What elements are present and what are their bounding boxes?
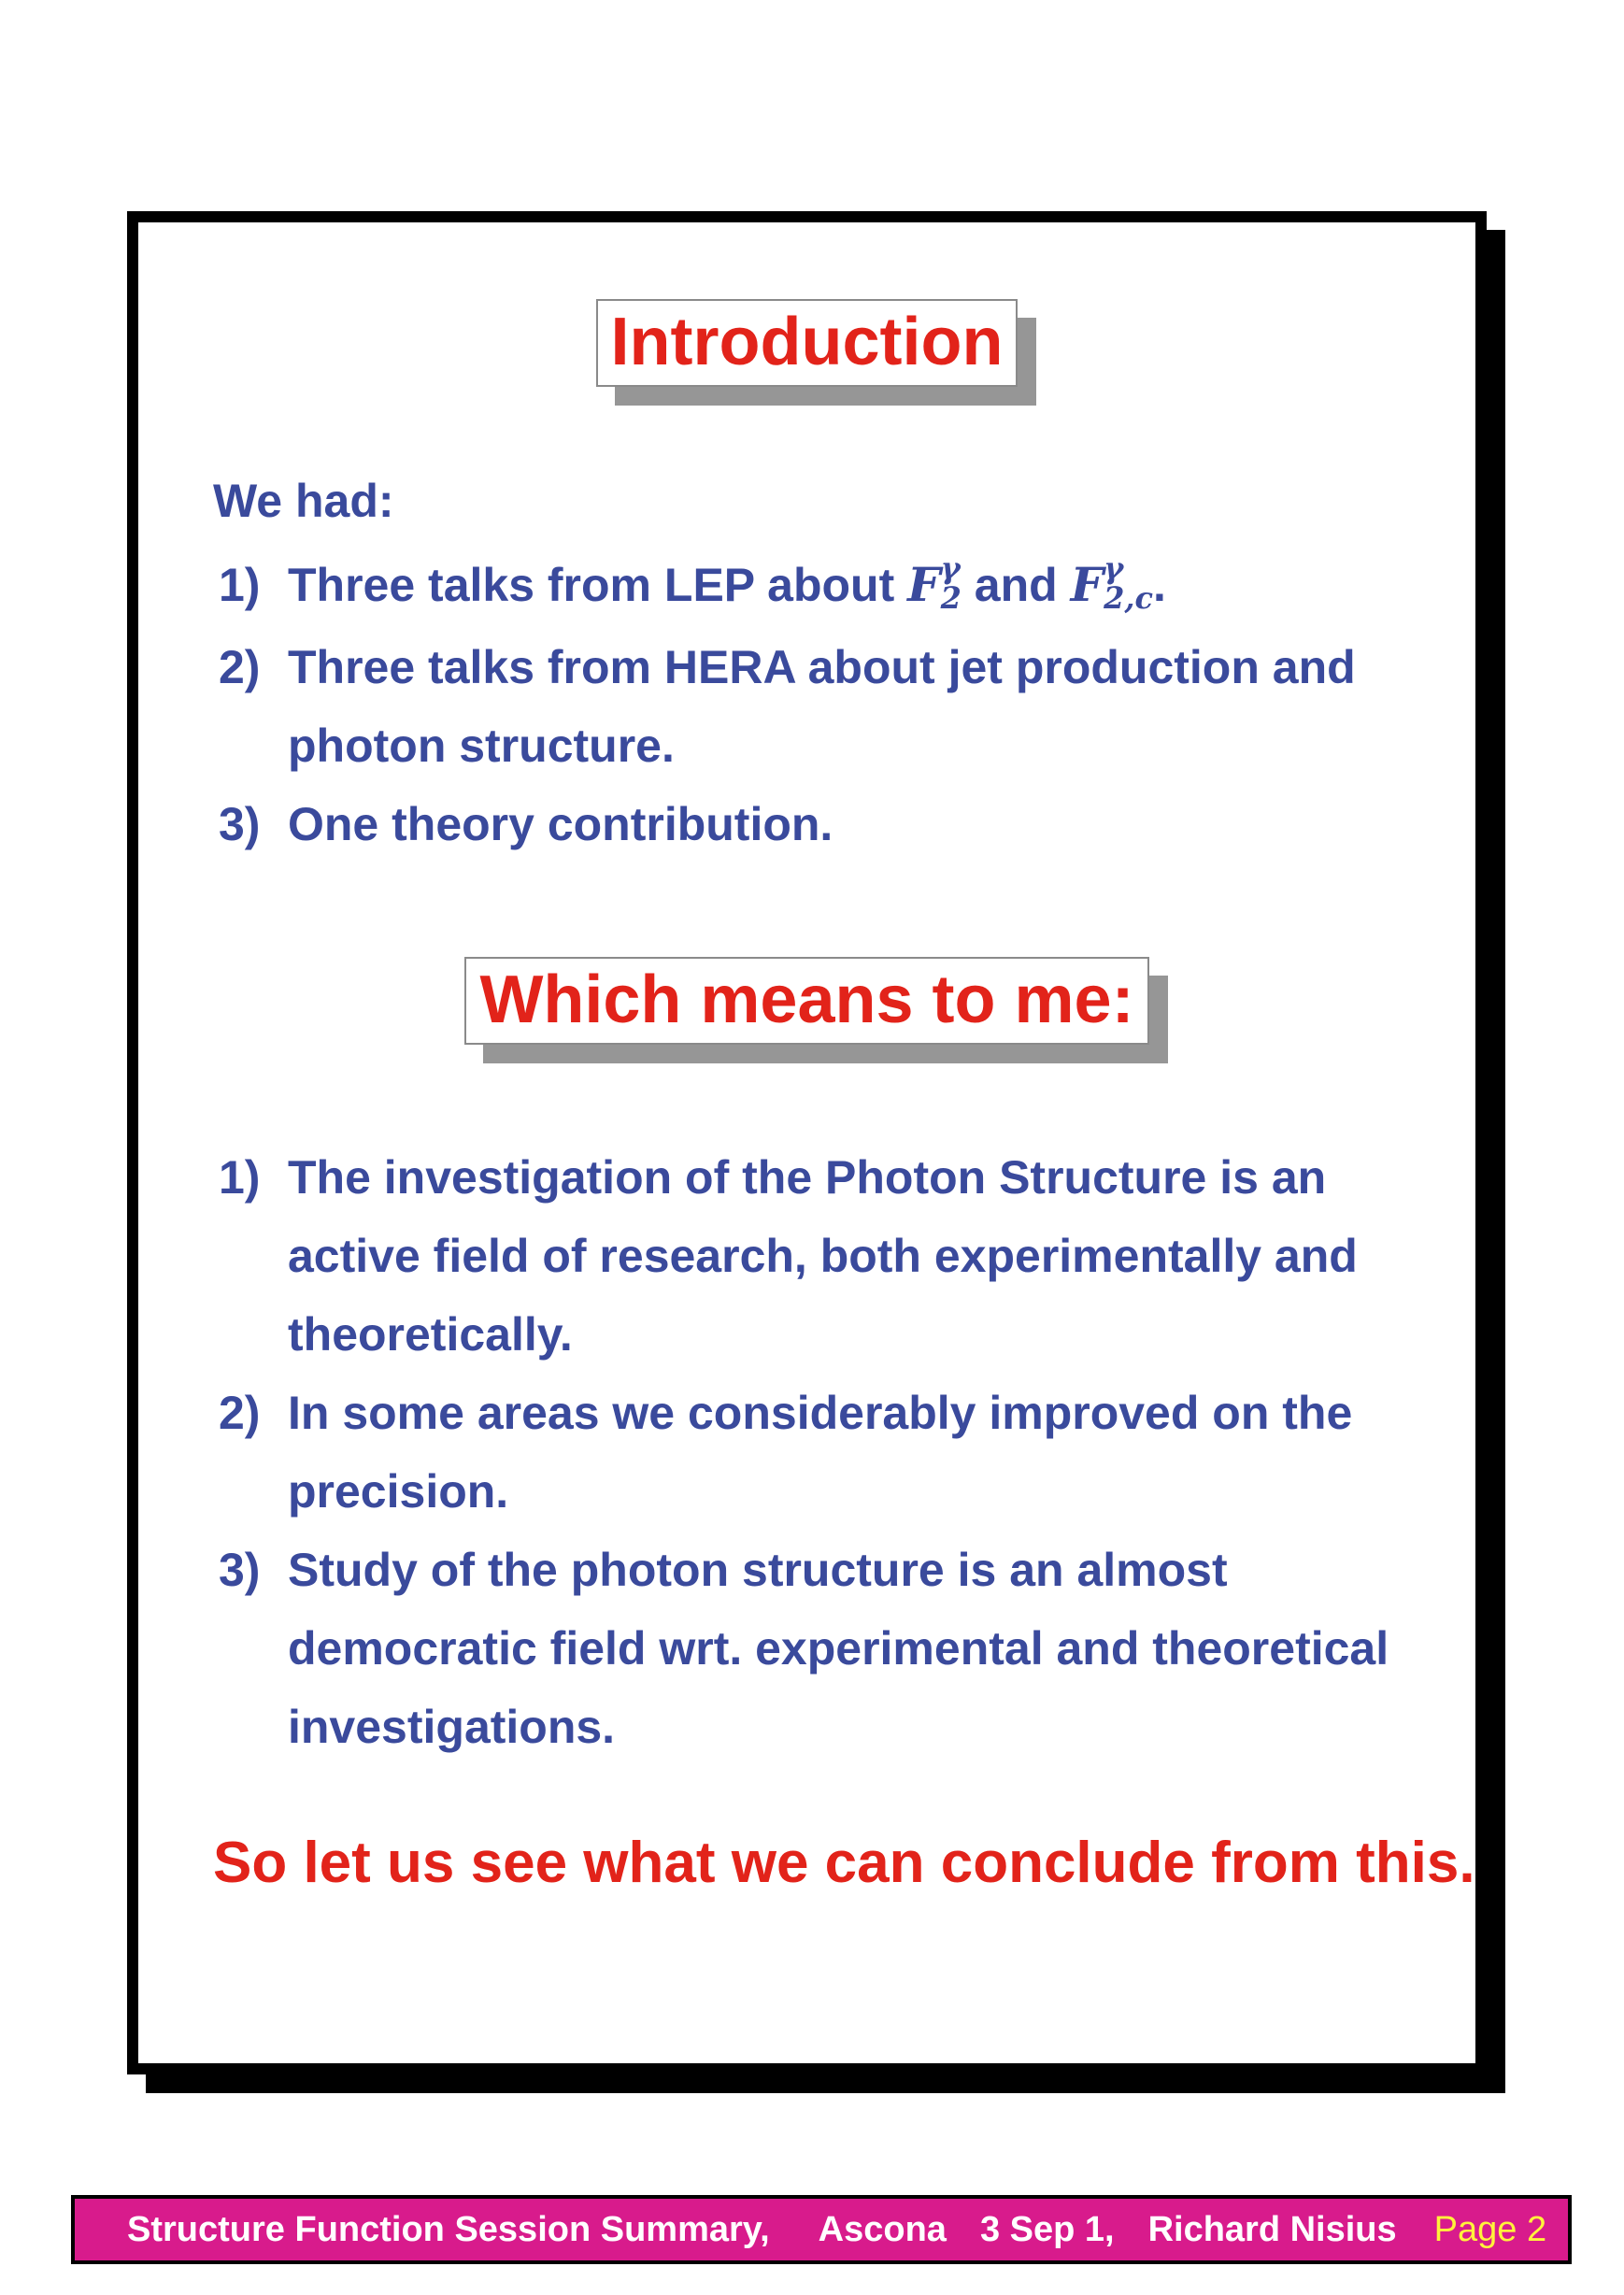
conclusion-text: So let us see what we can conclude from this. — [213, 1831, 1475, 1895]
item-text: Study of the photon structure is an almost democratic field wrt. experimental and theoretical investigations. — [288, 1544, 1389, 1753]
meaning-title-wrap — [138, 957, 1475, 1045]
item-text: The investigation of the Photon Structure is an active field of research, both experimentally and theoretically. — [288, 1151, 1358, 1361]
math-f2c-gamma: F γ 2,c — [1070, 550, 1153, 616]
list-item — [219, 546, 1438, 624]
footer-date: 3 Sep 1, — [979, 2209, 1115, 2249]
item-text-after: . — [1152, 559, 1166, 611]
intro-label: We had: — [213, 475, 394, 527]
item-number: 1) — [219, 559, 261, 611]
list-item — [219, 628, 1438, 785]
item-joiner: and — [961, 559, 1071, 611]
item-text: Three talks from LEP about — [288, 559, 908, 611]
footer-location: Ascona — [818, 2209, 947, 2249]
list-item — [219, 1138, 1438, 1374]
item-text: In some areas we considerably improved on the precision. — [288, 1387, 1353, 1518]
intro-list — [219, 546, 1438, 863]
list-item — [219, 1531, 1438, 1766]
item-text: Three talks from HERA about jet production and photon structure. — [288, 641, 1356, 772]
slide-frame — [127, 211, 1487, 2074]
footer-author: Richard Nisius — [1147, 2209, 1397, 2249]
item-text: One theory contribution. — [288, 798, 833, 850]
list-item — [219, 1374, 1438, 1531]
item-number: 1) — [219, 1151, 261, 1204]
item-number: 2) — [219, 641, 261, 693]
item-number: 2) — [219, 1387, 261, 1439]
footer-page-number: Page 2 — [1433, 2209, 1547, 2249]
item-number: 3) — [219, 798, 261, 850]
item-number: 3) — [219, 1544, 261, 1596]
list-item — [219, 785, 1438, 863]
intro-title-wrap — [138, 299, 1475, 387]
footer-bar — [71, 2195, 1572, 2264]
footer-title: Structure Function Session Summary, — [127, 2209, 770, 2249]
meaning-title: Which means to me: — [464, 957, 1148, 1045]
intro-title: Introduction — [596, 299, 1019, 387]
meaning-list — [219, 1138, 1438, 1766]
math-f2-gamma: F γ 2 — [907, 550, 962, 616]
